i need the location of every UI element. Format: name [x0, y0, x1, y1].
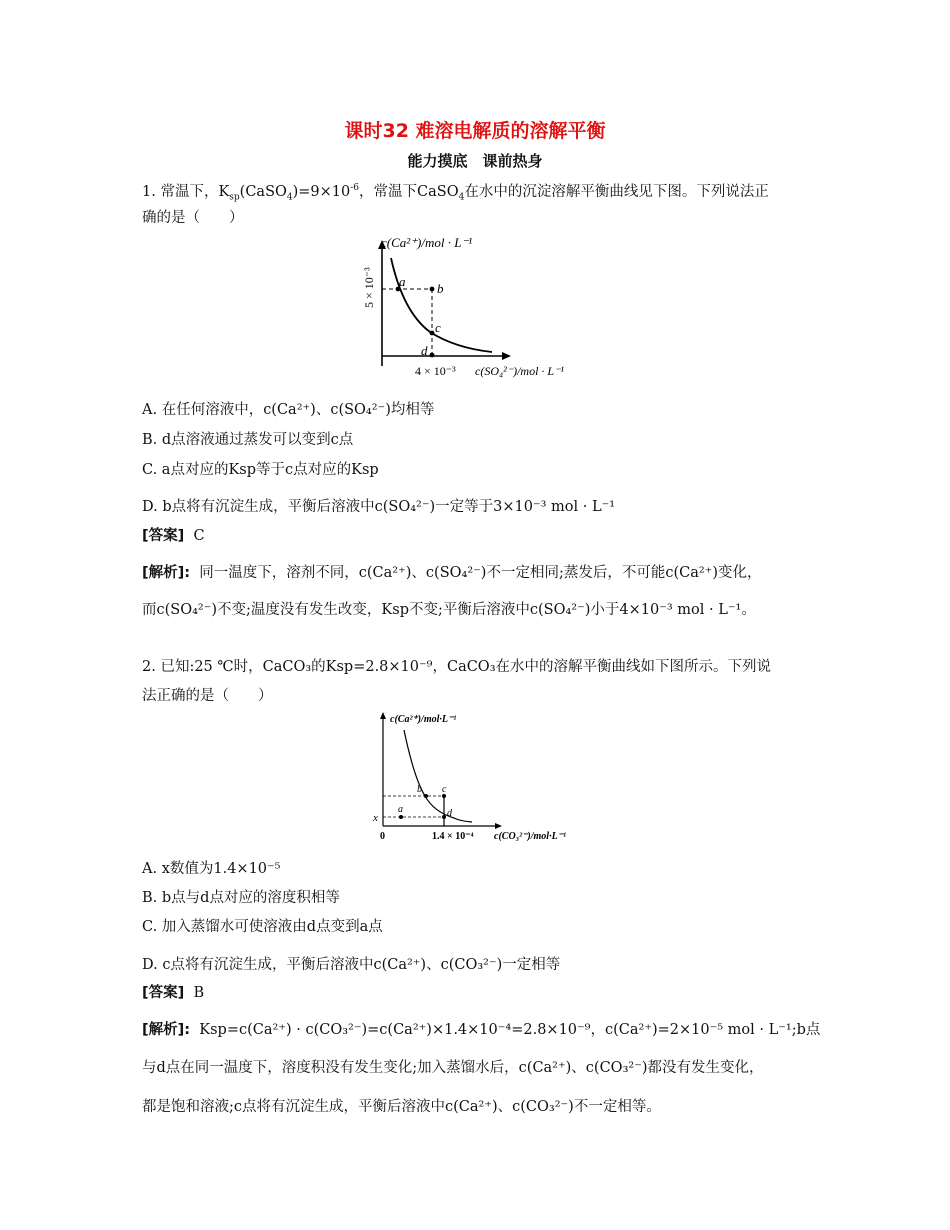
- q1-analysis-label: [解析]:: [142, 565, 191, 581]
- q1-stem-line2: 确的是（ ）: [142, 210, 244, 226]
- q1-label-d: d: [421, 343, 428, 358]
- q2-analysis-line1: [解析]: Ksp=c(Ca²⁺) · c(CO₃²⁻)=c(Ca²⁺)×1.4×10⁻⁴=2.8×10⁻⁹，c(Ca²⁺)=2×10⁻⁵ mol · L⁻¹;b点: [142, 1022, 821, 1038]
- q2-answer-value: B: [193, 985, 205, 1001]
- q2-point-a: [399, 815, 403, 819]
- q2-analysis-label: [解析]:: [142, 1022, 191, 1038]
- q1-stem-line1: 1. 常温下，$K_{sp}(CaSO_4)=9\times 10^{-6}$，常温下CaSO$_4$在水中的沉淀溶解平衡曲线见下图。下列说法正: [142, 183, 769, 203]
- q2-label-b: b: [417, 784, 422, 795]
- q2-option-d: D. c点将有沉淀生成，平衡后溶液中c(Ca²⁺)、c(CO₃²⁻)一定相等: [142, 957, 561, 973]
- q1-option-a: A. 在任何溶液中，c(Ca²⁺)、c(SO₄²⁻)均相等: [142, 402, 435, 418]
- q1-x-arrow: [502, 352, 511, 360]
- q2-x-marker: x: [373, 812, 378, 824]
- q1-answer-line: [142, 526, 205, 546]
- q1-label-c: c: [435, 320, 441, 335]
- q2-x-arrow: [495, 823, 502, 829]
- q2-label-a: a: [398, 804, 403, 815]
- page-title: 课时32 难溶电解质的溶解平衡: [344, 120, 606, 142]
- q1-equilibrium-curve: [391, 258, 492, 352]
- q1-x-tick-label: 4 × 10⁻³: [415, 364, 456, 378]
- q1-option-c: C. a点对应的Ksp等于c点对应的Ksp: [142, 462, 379, 478]
- q1-label-a: a: [399, 274, 406, 289]
- q2-origin-label: 0: [380, 831, 385, 842]
- q1-analysis-line1: [解析]: 同一温度下，溶剂不同，c(Ca²⁺)、c(SO₄²⁻)不一定相同;蒸发后，不可能c(Ca²⁺)变化，: [142, 565, 762, 581]
- q2-x-axis-label: c(CO₃²⁻)/mol·L⁻¹: [494, 831, 566, 842]
- q2-y-arrow: [380, 712, 386, 719]
- q1-point-c: [430, 331, 435, 336]
- q2-label-c: c: [442, 784, 447, 795]
- q2-point-b: [424, 794, 428, 798]
- q1-y-axis-label: c(Ca²⁺)/mol · L⁻¹: [381, 235, 473, 250]
- q1-option-b: B. d点溶液通过蒸发可以变到c点: [142, 432, 354, 448]
- q1-answer-value: C: [193, 528, 205, 544]
- q2-point-d: [442, 815, 446, 819]
- q1-label-b: b: [437, 281, 444, 296]
- q2-option-b: B. b点与d点对应的溶度积相等: [142, 890, 340, 906]
- q1-point-d: [430, 353, 435, 358]
- q1-option-d: D. b点将有沉淀生成，平衡后溶液中c(SO₄²⁻)一定等于3×10⁻³ mol · L⁻¹: [142, 499, 616, 515]
- q2-figure: [368, 708, 583, 848]
- q1-x-axis-label: c(SO₄²⁻)/mol · L⁻¹: [475, 364, 565, 378]
- q2-x-tick-label: 1.4 × 10⁻⁴: [432, 831, 474, 842]
- q1-y-tick-label: 5 × 10⁻³: [362, 267, 376, 308]
- page-subtitle: 能力摸底 课前热身: [407, 152, 543, 170]
- q2-option-a: A. x数值为1.4×10⁻⁵: [142, 861, 281, 877]
- q2-equilibrium-curve: [404, 730, 472, 822]
- q2-answer-label: [答案]: [142, 985, 185, 1001]
- q2-stem-line1: 2. 已知:25 ℃时，CaCO₃的Ksp=2.8×10⁻⁹，CaCO₃在水中的溶解平衡曲线如下图所示。下列说: [142, 659, 772, 675]
- q1-analysis-line2: 而c(SO₄²⁻)不变;温度没有发生改变，Ksp不变;平衡后溶液中c(SO₄²⁻)小于4×10⁻³ mol · L⁻¹。: [142, 602, 756, 618]
- q1-figure: [355, 232, 600, 382]
- q2-option-c: C. 加入蒸馏水可使溶液由d点变到a点: [142, 919, 383, 935]
- q2-y-axis-label: c(Ca²⁺)/mol·L⁻¹: [390, 714, 457, 725]
- q2-label-d: d: [447, 808, 452, 819]
- q2-answer-line: [142, 983, 204, 1003]
- q2-stem-line2: 法正确的是（ ）: [142, 688, 273, 704]
- q1-answer-label: [答案]: [142, 528, 185, 544]
- q2-analysis-line3: 都是饱和溶液;c点将有沉淀生成，平衡后溶液中c(Ca²⁺)、c(CO₃²⁻)不一定相等。: [142, 1099, 661, 1115]
- q2-analysis-line2: 与d点在同一温度下，溶度积没有发生变化;加入蒸馏水后，c(Ca²⁺)、c(CO₃²⁻)都没有发生变化，: [142, 1060, 764, 1076]
- q1-point-b: [430, 287, 435, 292]
